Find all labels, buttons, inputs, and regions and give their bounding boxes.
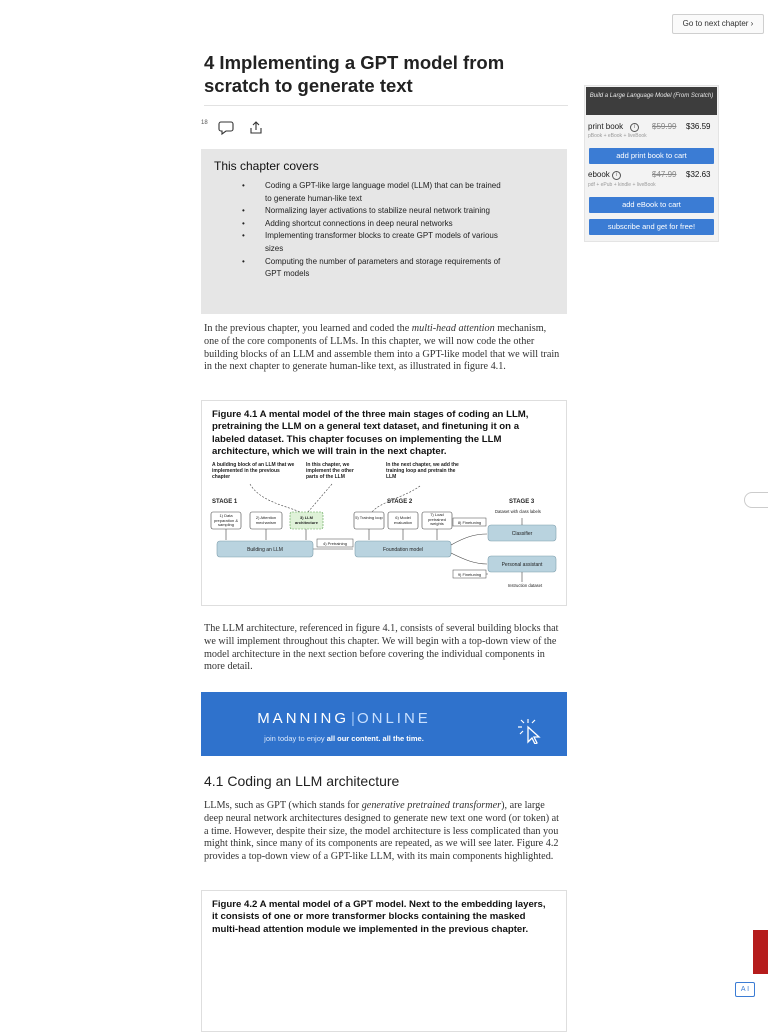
- covers-heading: This chapter covers: [214, 159, 319, 173]
- diagram-note: In the next chapter, we add the training loop and pretrain the LLM: [386, 462, 459, 480]
- step-box: 9) Finetuning: [457, 572, 482, 577]
- print-formats: pBook + eBook + liveBook: [588, 133, 647, 139]
- stage-label: STAGE 1: [212, 499, 238, 505]
- covers-item: • Adding shortcut connections in deep neural networks: [242, 218, 453, 228]
- banner-tagline: join today to enjoy all our content. all the time.: [264, 734, 424, 743]
- step-box: 7) Load pretrained weights: [427, 512, 446, 527]
- banner-brand: MANNING | ONLINE: [257, 710, 431, 727]
- print-book-label: print book: [588, 122, 624, 131]
- book-cover-banner: Build a Large Language Model (From Scratch): [586, 87, 717, 115]
- print-new-price: $36.59: [686, 122, 711, 131]
- step-box: 6) Model evaluation: [393, 515, 413, 525]
- building-llm-box: Building an LLM: [247, 547, 283, 553]
- diagram-note: A building block of an LLM that we implemented in the previous chapter: [212, 462, 295, 480]
- comment-icon[interactable]: [218, 120, 236, 136]
- ebook-formats: pdf + ePub + kindle + liveBook: [588, 182, 656, 188]
- dataset-label: Dataset with class labels: [495, 509, 541, 514]
- subscribe-button[interactable]: subscribe and get for free!: [589, 219, 714, 235]
- stages-diagram: [210, 462, 560, 594]
- covers-list: [238, 180, 508, 281]
- add-print-book-button[interactable]: add print book to cart: [589, 148, 714, 164]
- share-icon[interactable]: [249, 120, 263, 135]
- assistant-box: Personal assistant: [501, 562, 543, 568]
- ai-assistant-button[interactable]: A I: [735, 982, 755, 997]
- diagram-note: In this chapter, we implement the other parts of the LLM: [306, 462, 354, 480]
- print-old-price: $59.99: [652, 122, 677, 131]
- info-icon[interactable]: i: [630, 123, 639, 132]
- step-box: 2) Attention mechanism: [255, 515, 277, 525]
- step-box: 8) Finetuning: [457, 520, 482, 525]
- covers-item: • Computing the number of parameters and storage requirements of GPT models: [242, 256, 501, 279]
- title-divider: [204, 105, 568, 106]
- intro-paragraph: In the previous chapter, you learned and coded the multi-head attention mechanism, one of the core components of LLMs. In this chapter, we will now code the other building blocks of an LLM and assemble them into a GPT-like model that we will train in the next chapter to generate human-like text, as illustrated in figure 4.1.: [204, 323, 560, 373]
- covers-item: • Coding a GPT-like large language model (LLM) that can be trained to generate human-like text: [242, 181, 501, 203]
- ebook-label: ebook: [588, 170, 610, 179]
- cursor-click-icon: [517, 718, 547, 744]
- liveap-tab[interactable]: liveAP: [753, 930, 768, 974]
- covers-item: • Implementing transformer blocks to create GPT models of various sizes: [242, 231, 498, 253]
- ebook-old-price: $47.99: [652, 170, 677, 179]
- chapter-covers-box: [201, 149, 567, 314]
- info-icon[interactable]: i: [612, 171, 621, 180]
- step-box: 1) Data preparation & sampling: [213, 513, 238, 528]
- classifier-box: Classifier: [511, 531, 533, 537]
- comment-count: 18: [201, 120, 208, 126]
- figure-caption: Figure 4.1 A mental model of the three main stages of coding an LLM, pretraining the LLM on a general text dataset, and finetuning it on a labeled dataset. This chapter focuses on implementing the LLM architecture, which we will train in the next chapter.: [212, 409, 529, 458]
- section-paragraph: LLMs, such as GPT (which stands for generative pretrained transformer), are large deep neural network architectures designed to generate new text one word (or token) at a time. However, despite their size, the model architecture is less complicated than you might think, since many of its components are repeated, as we will see later. Figure 4.2 provides a top-down view of a GPT-like LLM, with its main components highlighted.: [204, 800, 560, 863]
- stage-label: STAGE 3: [509, 499, 535, 505]
- foundation-model-box: Foundation model: [382, 547, 424, 553]
- scroll-toggle[interactable]: [744, 492, 768, 508]
- next-chapter-button[interactable]: Go to next chapter ›: [672, 14, 764, 34]
- stage-label: STAGE 2: [387, 499, 413, 505]
- ebook-new-price: $32.63: [686, 170, 711, 179]
- chapter-title: 4 Implementing a GPT model from scratch to generate text: [204, 52, 505, 96]
- add-ebook-button[interactable]: add eBook to cart: [589, 197, 714, 213]
- covers-item: • Normalizing layer activations to stabilize neural network training: [242, 206, 490, 216]
- purchase-card: [584, 85, 719, 242]
- figure-4-2: [201, 890, 567, 1032]
- step-box: 3) LLM architecture: [295, 515, 318, 525]
- architecture-paragraph: The LLM architecture, referenced in figure 4.1, consists of several building blocks that we will implement throughout this chapter. We will begin with a top-down view of the model architecture in the next section before covering the individual components in more detail.: [204, 623, 559, 673]
- section-heading: 4.1 Coding an LLM architecture: [204, 773, 400, 789]
- instruction-label: Instruction dataset: [507, 583, 543, 588]
- figure-caption: Figure 4.2 A mental model of a GPT model. Next to the embedding layers, it consists of one or more transformer blocks containing the masked multi-head attention module we implemented in the previous chapter.: [212, 899, 546, 935]
- step-box: 5) Training loop: [355, 515, 383, 520]
- step-box: 4) Pretraining: [322, 541, 347, 546]
- manning-online-banner[interactable]: [201, 692, 567, 756]
